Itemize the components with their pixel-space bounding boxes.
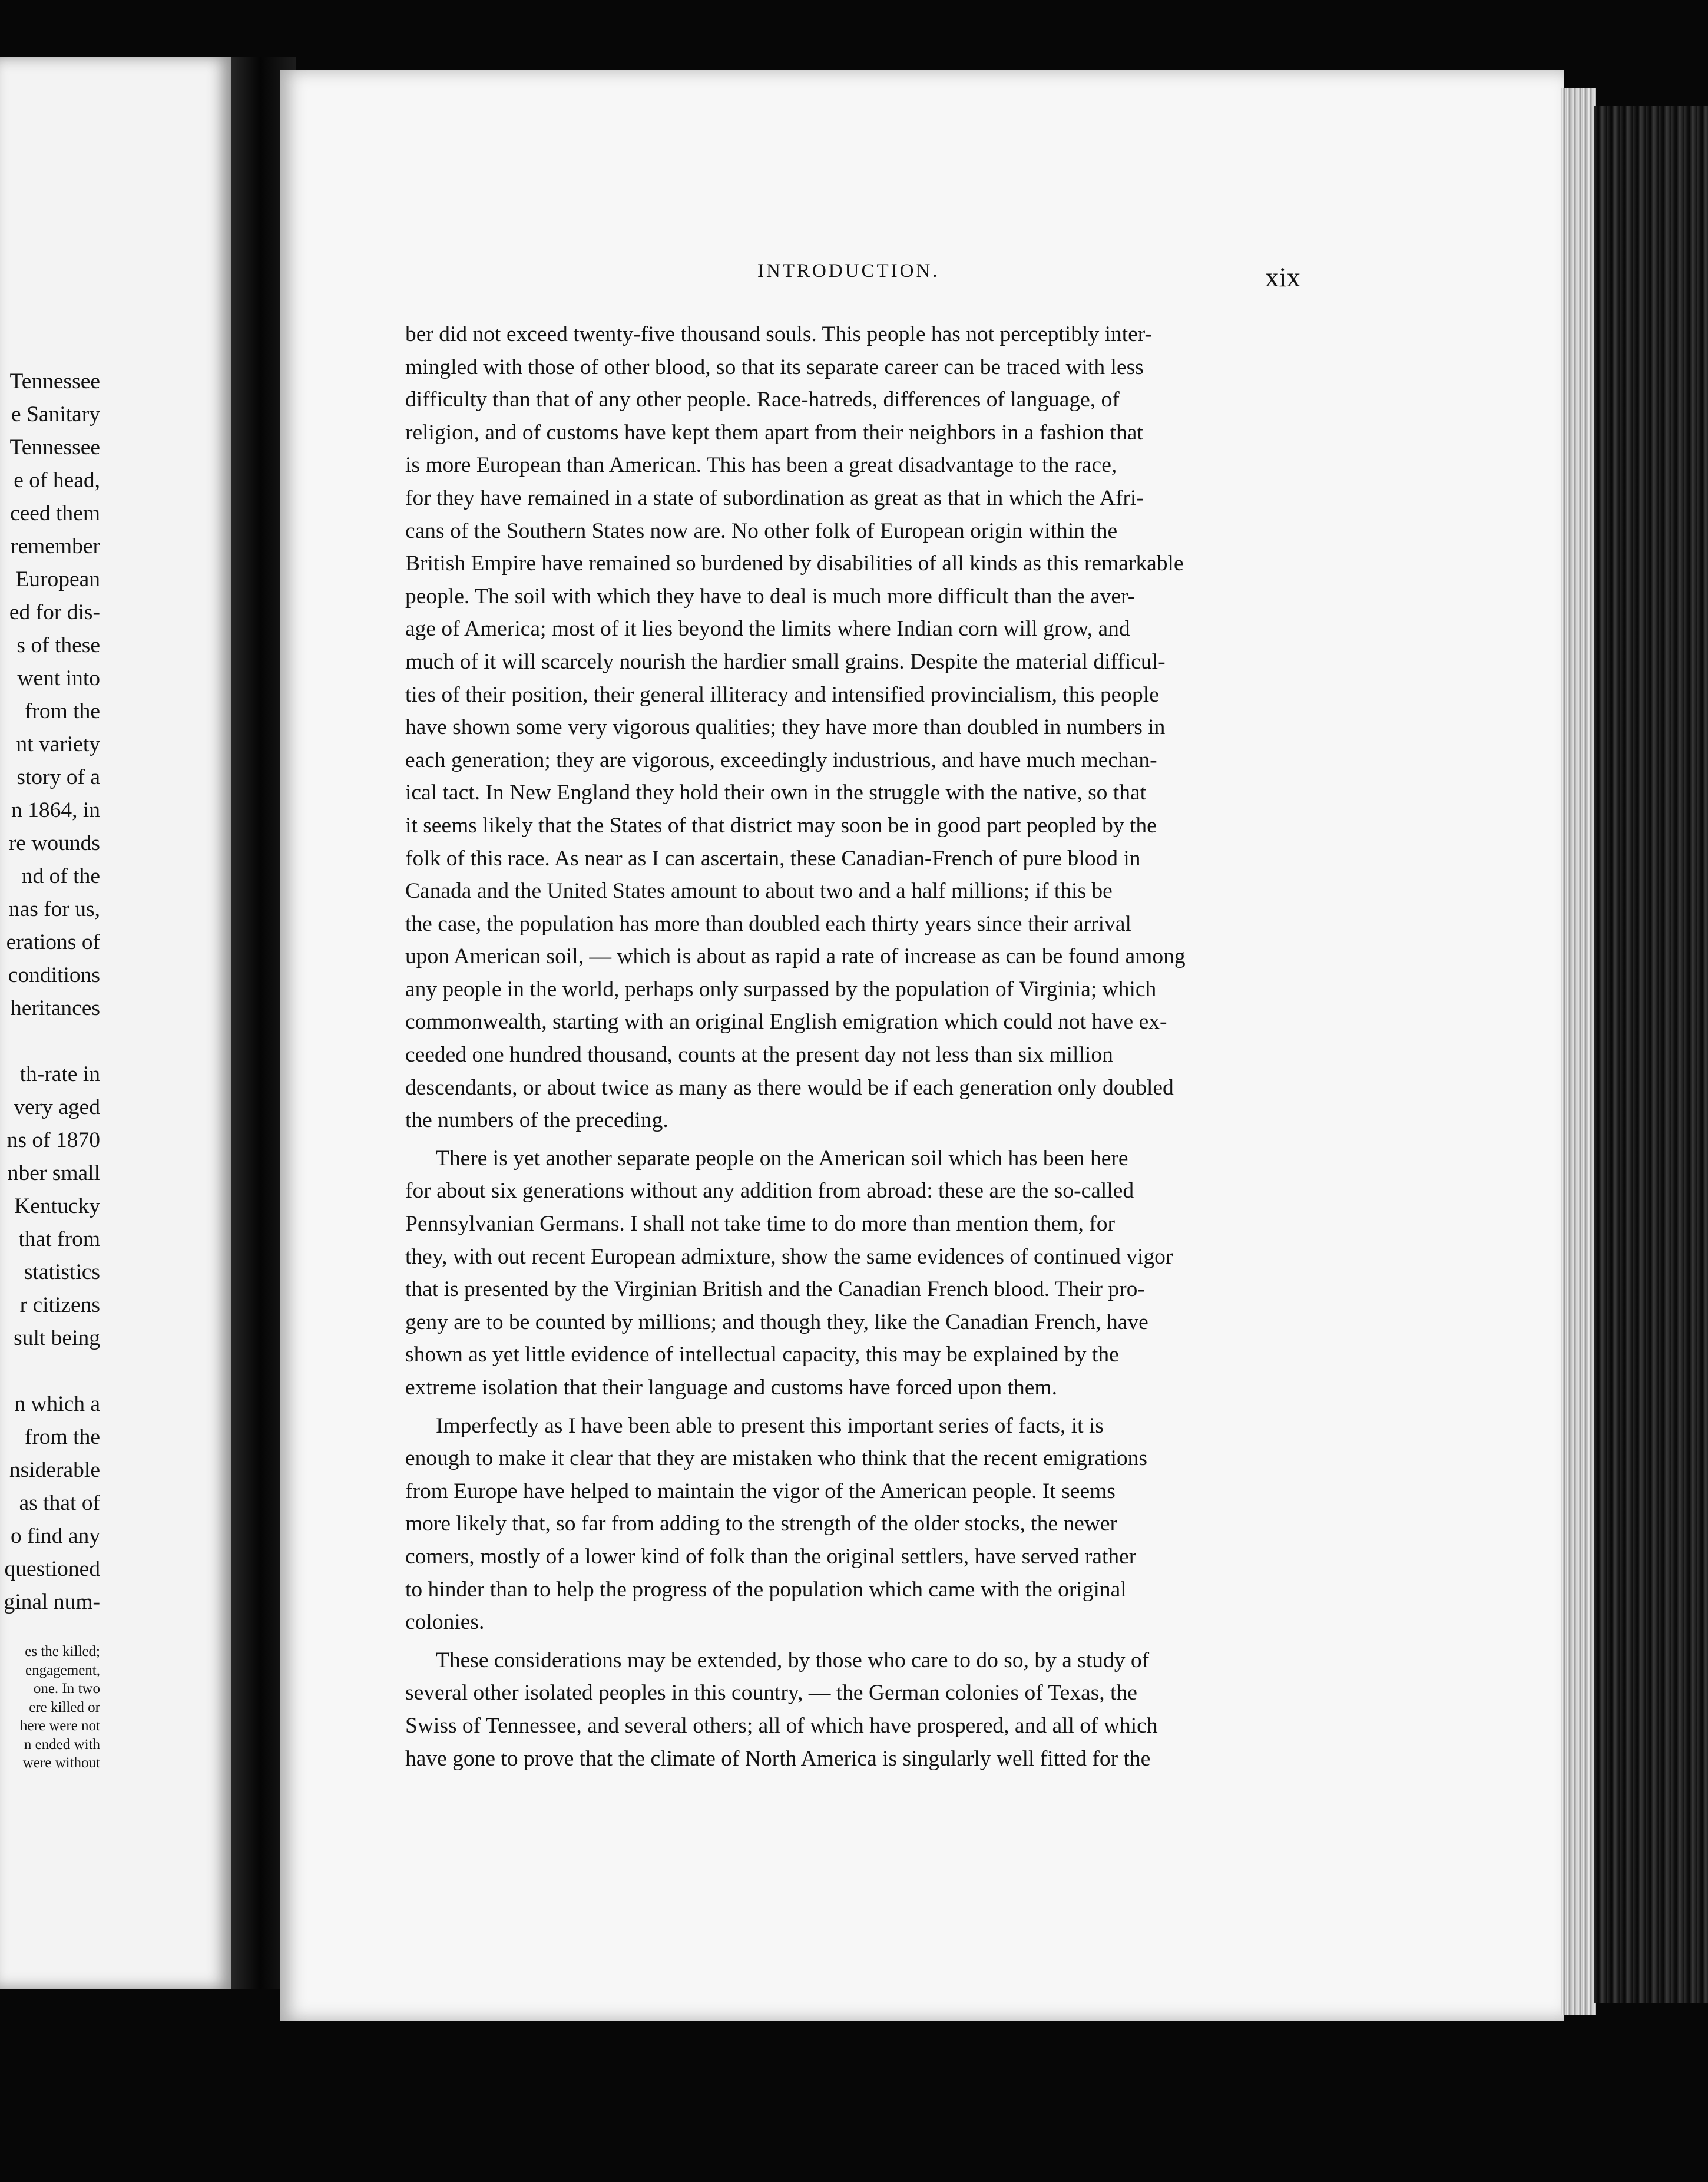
paragraph	[405, 1142, 1300, 1404]
left-page-line: nd of the	[21, 864, 100, 888]
text-line: for they have remained in a state of subordination as great as that in which the Afri-	[405, 485, 1144, 510]
left-page-line: Tennessee	[9, 435, 100, 459]
text-line: ical tact. In New England they hold their own in the struggle with the native, so that	[405, 781, 1147, 805]
text-line: folk of this race. As near as I can ascertain, these Canadian-French of pure blood in	[405, 846, 1141, 871]
left-page-line: from the	[24, 1425, 100, 1449]
text-line: age of America; most of it lies beyond the limits where Indian corn will grow, and	[405, 617, 1130, 642]
text-line: Pennsylvanian Germans. I shall not take time to do more than mention them, for	[405, 1212, 1115, 1237]
text-line: have gone to prove that the climate of North America is singularly well fitted for the	[405, 1746, 1151, 1771]
paragraph	[405, 1410, 1300, 1639]
text-line: There is yet another separate people on the American soil which has been here	[436, 1146, 1128, 1171]
left-footnote-line: n ended with	[24, 1736, 100, 1753]
text-line: that is presented by the Virginian British and the Canadian French blood. Their pro-	[405, 1277, 1145, 1302]
left-page-line: r citizens	[19, 1293, 100, 1317]
text-line: each generation; they are vigorous, exceedingly industrious, and have much mechan-	[405, 748, 1157, 772]
text-line: the case, the population has more than doubled each thirty years since their arrival	[405, 911, 1131, 936]
text-line: descendants, or about twice as many as there would be if each generation only doubled	[405, 1075, 1174, 1100]
left-page-line: s of these	[16, 633, 100, 657]
text-line: ber did not exceed twenty-five thousand souls. This people has not perceptibly inter-	[405, 322, 1153, 346]
text-line: much of it will scarcely nourish the hardier small grains. Despite the material difficul-	[405, 649, 1166, 674]
left-page-line: that from	[18, 1227, 100, 1251]
left-page-line: went into	[17, 666, 100, 690]
left-footnote-line: es the killed;	[25, 1644, 100, 1659]
text-line: from Europe have helped to maintain the vigor of the American people. It seems	[405, 1479, 1116, 1503]
text-line: ceeded one hundred thousand, counts at the present day not less than six million	[405, 1043, 1113, 1067]
paragraph-gap	[405, 1137, 1300, 1142]
text-line: ties of their position, their general illiteracy and intensified provincialism, this people	[405, 682, 1159, 707]
left-page-line: European	[15, 567, 100, 591]
text-line: mingled with those of other blood, so that its separate career can be traced with less	[405, 355, 1144, 379]
left-page-line: statistics	[24, 1260, 100, 1284]
text-line: religion, and of customs have kept them apart from their neighbors in a fashion that	[405, 420, 1143, 445]
left-page-line: very aged	[14, 1095, 100, 1119]
text-line: several other isolated peoples in this country, — the German colonies of Texas, the	[405, 1681, 1137, 1705]
left-page-line: nas for us,	[8, 897, 100, 921]
text-line: Canada and the United States amount to about two and a half millions; if this be	[405, 879, 1113, 904]
left-page-line: n which a	[14, 1392, 100, 1416]
left-page-line: e Sanitary	[11, 402, 100, 427]
text-line: it seems likely that the States of that district may soon be in good part peopled by the	[405, 813, 1157, 838]
text-line: the numbers of the preceding.	[405, 1108, 668, 1133]
left-page-line: ginal num-	[4, 1590, 100, 1614]
left-footnote-line: were without	[22, 1755, 100, 1771]
text-line: extreme isolation that their language and customs have forced upon them.	[405, 1376, 1057, 1400]
text-line: have shown some very vigorous qualities; they have more than doubled in numbers in	[405, 715, 1166, 740]
left-page-line: Kentucky	[14, 1194, 100, 1218]
left-page-line: questioned	[4, 1557, 100, 1581]
left-page-line: nber small	[7, 1161, 100, 1185]
left-page-line: e of head,	[14, 468, 100, 492]
book-binding	[1594, 106, 1708, 2003]
text-line: shown as yet little evidence of intellectual capacity, this may be explained by the	[405, 1343, 1119, 1367]
text-line: upon American soil, — which is about as rapid a rate of increase as can be found among	[405, 944, 1186, 969]
text-line: Swiss of Tennessee, and several others; all of which have prospered, and all of which	[405, 1713, 1158, 1738]
text-line: British Empire have remained so burdened by disabilities of all kinds as this remarkable	[405, 551, 1184, 576]
left-page-footnotes	[0, 1642, 100, 1773]
text-line: any people in the world, perhaps only surpassed by the population of Virginia; which	[405, 977, 1157, 1001]
text-line: people. The soil with which they have to deal is much more difficult than the aver-	[405, 584, 1136, 609]
left-page-line: heritances	[11, 996, 100, 1020]
text-line: These considerations may be extended, by those who care to do so, by a study of	[436, 1648, 1150, 1672]
paragraph-gap	[405, 1639, 1300, 1644]
left-page-text	[0, 365, 100, 1619]
left-page-line: sult being	[14, 1326, 100, 1350]
left-page-line: n 1864, in	[11, 798, 100, 822]
page-edges	[1561, 88, 1596, 2015]
left-page-line: conditions	[8, 963, 100, 987]
left-page-line: th-rate in	[19, 1062, 100, 1086]
facing-left-page	[0, 57, 231, 1989]
text-line: commonwealth, starting with an original English emigration which could not have ex-	[405, 1010, 1167, 1034]
left-paragraph-gap	[0, 1025, 100, 1058]
running-head: INTRODUCTION.	[757, 260, 940, 282]
left-page-line: Tennessee	[9, 369, 100, 394]
left-page-line: re wounds	[8, 831, 100, 855]
text-line: cans of the Southern States now are. No other folk of European origin within the	[405, 518, 1118, 543]
body-text	[405, 318, 1300, 1775]
left-page-line: as that of	[19, 1491, 100, 1515]
text-line: they, with out recent European admixture, show the same evidences of continued vigor	[405, 1244, 1173, 1269]
left-page-line: ed for dis-	[9, 600, 100, 624]
text-line: geny are to be counted by millions; and though they, like the Canadian French, have	[405, 1310, 1148, 1334]
page-number: xix	[1265, 262, 1301, 293]
paragraph	[405, 1644, 1300, 1775]
left-paragraph-gap	[0, 1355, 100, 1388]
left-page-line: o find any	[10, 1524, 100, 1548]
text-line: is more European than American. This has been a great disadvantage to the race,	[405, 453, 1117, 478]
left-page-line: remember	[11, 534, 100, 558]
left-footnote-line: one. In two	[33, 1681, 100, 1697]
left-page-line: erations of	[6, 930, 100, 954]
text-line: colonies.	[405, 1610, 485, 1635]
left-page-line: story of a	[16, 765, 100, 789]
text-line: for about six generations without any addition from abroad: these are the so-called	[405, 1179, 1134, 1204]
text-line: more likely that, so far from adding to the strength of the older stocks, the newer	[405, 1512, 1118, 1536]
left-footnote-line: ere killed or	[29, 1699, 100, 1715]
left-page-line: ns of 1870	[6, 1128, 100, 1152]
left-footnote-line: engagement,	[25, 1662, 100, 1678]
paragraph-gap	[405, 1404, 1300, 1410]
left-footnote-line: here were not	[19, 1718, 100, 1734]
left-page-line: from the	[24, 699, 100, 723]
left-page-line: ceed them	[9, 501, 100, 525]
text-line: Imperfectly as I have been able to present this important series of facts, it is	[436, 1413, 1104, 1438]
paragraph	[405, 318, 1300, 1137]
text-line: enough to make it clear that they are mistaken who think that the recent emigrations	[405, 1446, 1148, 1471]
left-page-line: nt variety	[16, 732, 100, 756]
text-line: to hinder than to help the progress of the population which came with the original	[405, 1577, 1127, 1602]
text-line: comers, mostly of a lower kind of folk than the original settlers, have served rather	[405, 1544, 1137, 1569]
left-page-line: nsiderable	[9, 1458, 100, 1482]
text-line: difficulty than that of any other people. Race-hatreds, differences of language, of	[405, 388, 1120, 412]
